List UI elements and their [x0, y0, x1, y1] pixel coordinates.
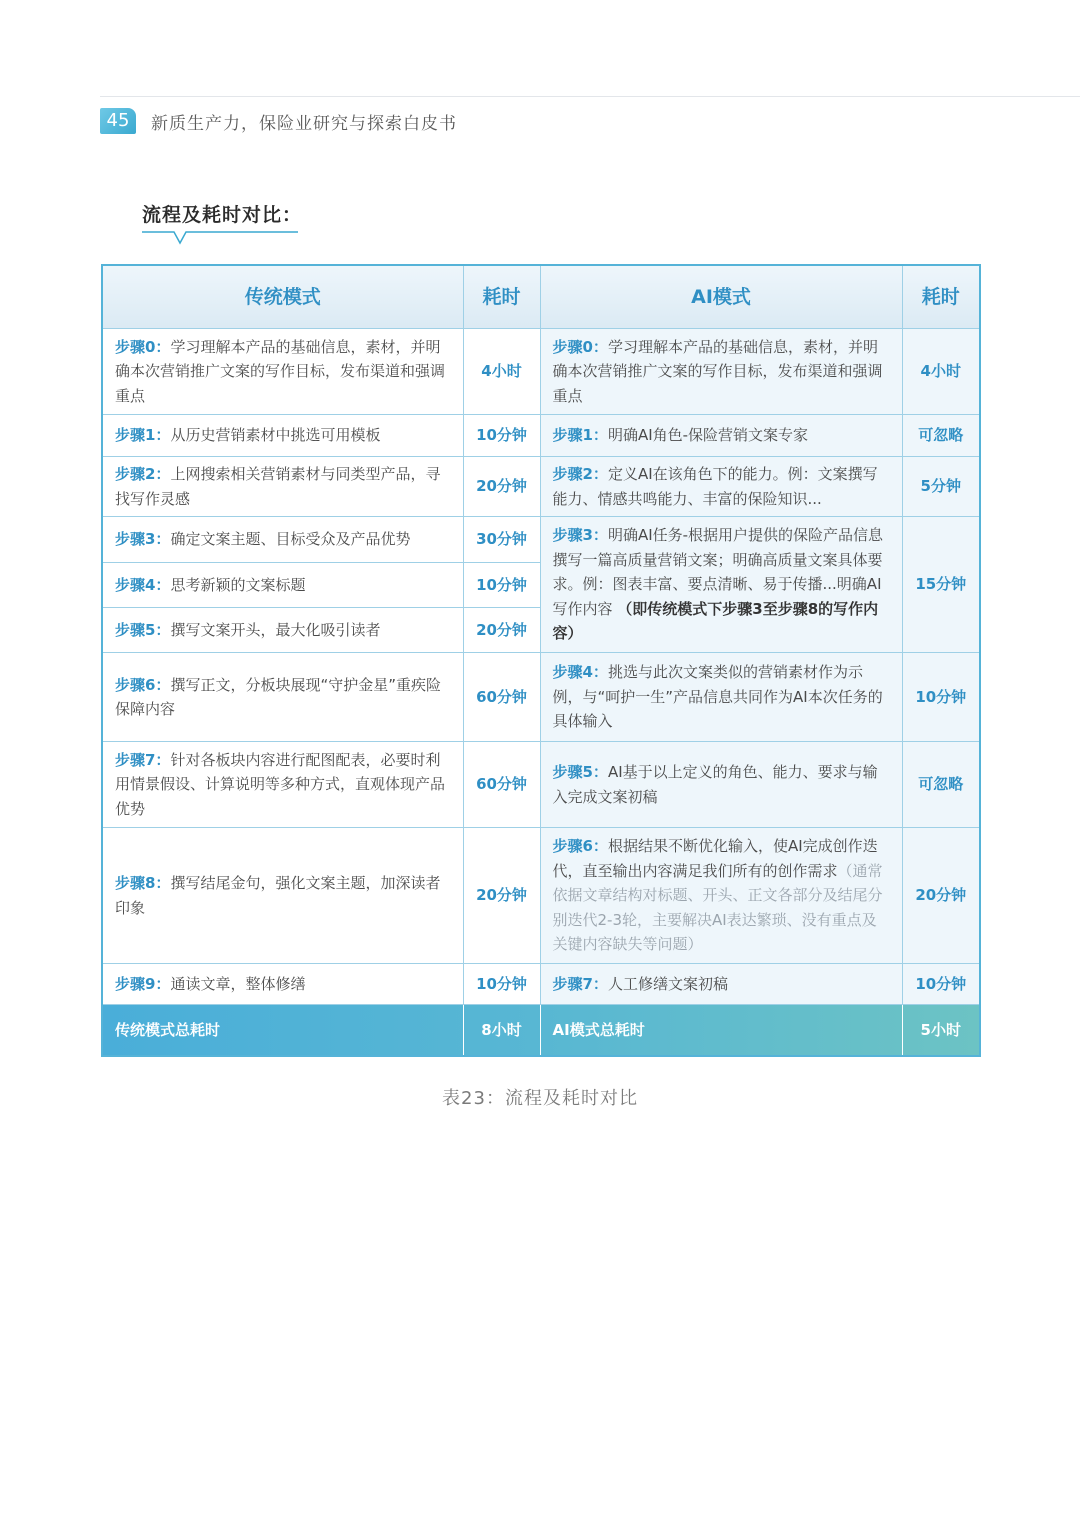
step-text: 人工修缮文案初稿: [607, 974, 728, 993]
trad-step-3: [102, 517, 463, 563]
trad-time-9: 10分钟: [463, 964, 540, 1005]
step-text: 通读文章，整体修缮: [170, 974, 306, 993]
trad-step-9: [102, 964, 463, 1005]
ai-step-5: [540, 742, 902, 828]
document-title: 新质生产力，保险业研究与探索白皮书: [151, 114, 457, 134]
step-label: 步骤7：: [115, 750, 171, 769]
header-ai-time: 耗时: [902, 265, 980, 329]
page-number-badge: 45: [100, 108, 136, 134]
trad-time-8: 20分钟: [463, 828, 540, 964]
trad-time-4: 10分钟: [463, 563, 540, 608]
table-row: [102, 329, 980, 415]
trad-time-1: 10分钟: [463, 415, 540, 457]
trad-step-5: [102, 608, 463, 653]
step-text: 学习理解本产品的基础信息，素材，并明确本次营销推广文案的写作目标，发布渠道和强调重点: [552, 337, 883, 405]
trad-time-3: 30分钟: [463, 517, 540, 563]
step-label: 步骤5：: [552, 763, 608, 781]
step-text: 根据结果不断优化输入，使AI完成创作迭代，直至输出内容满足我们所有的创作需求: [552, 837, 878, 880]
table-row: [102, 415, 980, 457]
ai-time-5: 可忽略: [902, 742, 980, 828]
trad-step-6: [102, 653, 463, 742]
ai-time-0: 4小时: [902, 329, 980, 415]
step-text: 确定文案主题、目标受众及产品优势: [170, 530, 411, 549]
trad-step-2: [102, 457, 463, 517]
step-label: 步骤5：: [115, 620, 171, 639]
step-label: 步骤8：: [115, 874, 171, 892]
trad-step-0: [102, 329, 463, 415]
trad-total-time: 8小时: [463, 1005, 540, 1057]
table-header-row: [102, 265, 980, 329]
ai-time-3: 15分钟: [902, 517, 980, 653]
table-caption: 表23：流程及耗时对比: [442, 1088, 638, 1109]
comparison-table: [101, 264, 981, 1057]
step-label: 步骤4：: [115, 575, 171, 594]
ai-step-2: [540, 457, 902, 517]
step-text: 上网搜索相关营销素材与同类型产品，寻找写作灵感: [115, 465, 441, 508]
step-text: 学习理解本产品的基础信息，素材，并明确本次营销推广文案的写作目标，发布渠道和强调重点: [115, 337, 446, 405]
step-label: 步骤6：: [552, 837, 608, 856]
header-traditional: 传统模式: [102, 265, 463, 329]
ai-step-3: [540, 517, 902, 653]
step-text: 撰写结尾金句，强化文案主题，加深读者印象: [115, 874, 441, 917]
ai-step-1: [540, 415, 902, 457]
trad-step-4: [102, 563, 463, 608]
header-time: 耗时: [463, 265, 540, 329]
step-label: 步骤2：: [552, 465, 608, 483]
ai-time-2: 5分钟: [902, 457, 980, 517]
step-label: 步骤3：: [115, 530, 171, 549]
step-text: 撰写正文，分板块展现“守护金星”重疾险保障内容: [115, 675, 441, 718]
trad-time-2: 20分钟: [463, 457, 540, 517]
trad-time-5: 20分钟: [463, 608, 540, 653]
ai-step-4: [540, 653, 902, 742]
step-label: 步骤1：: [115, 426, 171, 445]
title-underline: [142, 230, 298, 246]
step-label: 步骤6：: [115, 675, 171, 694]
trad-total-label: 传统模式总耗时: [102, 1005, 463, 1057]
step-text: 针对各板块内容进行配图配表，必要时利用情景假设、计算说明等多种方式，直观体现产品优势: [115, 750, 446, 818]
ai-time-7: 10分钟: [902, 964, 980, 1005]
step-text: 定义AI在该角色下的能力。例：文案撰写能力、情感共鸣能力、丰富的保险知识...: [552, 465, 878, 508]
ai-time-1: 可忽略: [902, 415, 980, 457]
step-text: 思考新颖的文案标题: [170, 575, 306, 594]
header-rule: [100, 96, 1080, 97]
ai-step-0: [540, 329, 902, 415]
step-muted-note: （通常依据文章结构对标题、开头、正文各部分及结尾分别迭代2-3轮，主要解决AI表达繁琐、没有重点及关键内容缺失等问题）: [552, 861, 883, 954]
trad-time-6: 60分钟: [463, 653, 540, 742]
step-text: 撰写文案开头，最大化吸引读者: [170, 620, 381, 639]
step-text: AI基于以上定义的角色、能力、要求与输入完成文案初稿: [552, 763, 878, 806]
trad-step-1: [102, 415, 463, 457]
ai-time-4: 10分钟: [902, 653, 980, 742]
step-label: 步骤0：: [552, 337, 608, 356]
step-label: 步骤1：: [552, 426, 608, 445]
ai-step-6: [540, 828, 902, 964]
ai-step-7: [540, 964, 902, 1005]
step-label: 步骤0：: [115, 337, 171, 356]
step-text: 明确AI角色-保险营销文案专家: [607, 426, 809, 445]
table-row: [102, 517, 980, 563]
step-text: 从历史营销素材中挑选可用模板: [170, 426, 381, 445]
table-row: [102, 742, 980, 828]
ai-total-label: AI模式总耗时: [540, 1005, 902, 1057]
step-text: 明确AI任务-根据用户提供的保险产品信息撰写一篇高质量营销文案；明确高质量文案具体要求。例：图表丰富、要点清晰、易于传播...明确AI写作内容: [552, 526, 884, 618]
header-ai: AI模式: [540, 265, 902, 329]
step-label: 步骤4：: [552, 663, 608, 682]
ai-time-6: 20分钟: [902, 828, 980, 964]
trad-step-8: [102, 828, 463, 964]
section-title: 流程及耗时对比：: [142, 204, 303, 226]
step-label: 步骤3：: [552, 526, 608, 545]
totals-row: [102, 1005, 980, 1057]
step-text: 挑选与此次文案类似的营销素材作为示例，与“呵护一生”产品信息共同作为AI本次任务的具体输入: [552, 663, 883, 731]
step-label: 步骤7：: [552, 974, 608, 993]
trad-time-7: 60分钟: [463, 742, 540, 828]
step-bold-note: （即传统模式下步骤3至步骤8的写作内容）: [552, 599, 879, 643]
table-row: [102, 653, 980, 742]
step-label: 步骤9：: [115, 974, 171, 993]
table-row: [102, 457, 980, 517]
trad-step-7: [102, 742, 463, 828]
table-row: [102, 828, 980, 964]
trad-time-0: 4小时: [463, 329, 540, 415]
ai-total-time: 5小时: [902, 1005, 980, 1057]
step-label: 步骤2：: [115, 465, 171, 483]
table-row: [102, 964, 980, 1005]
